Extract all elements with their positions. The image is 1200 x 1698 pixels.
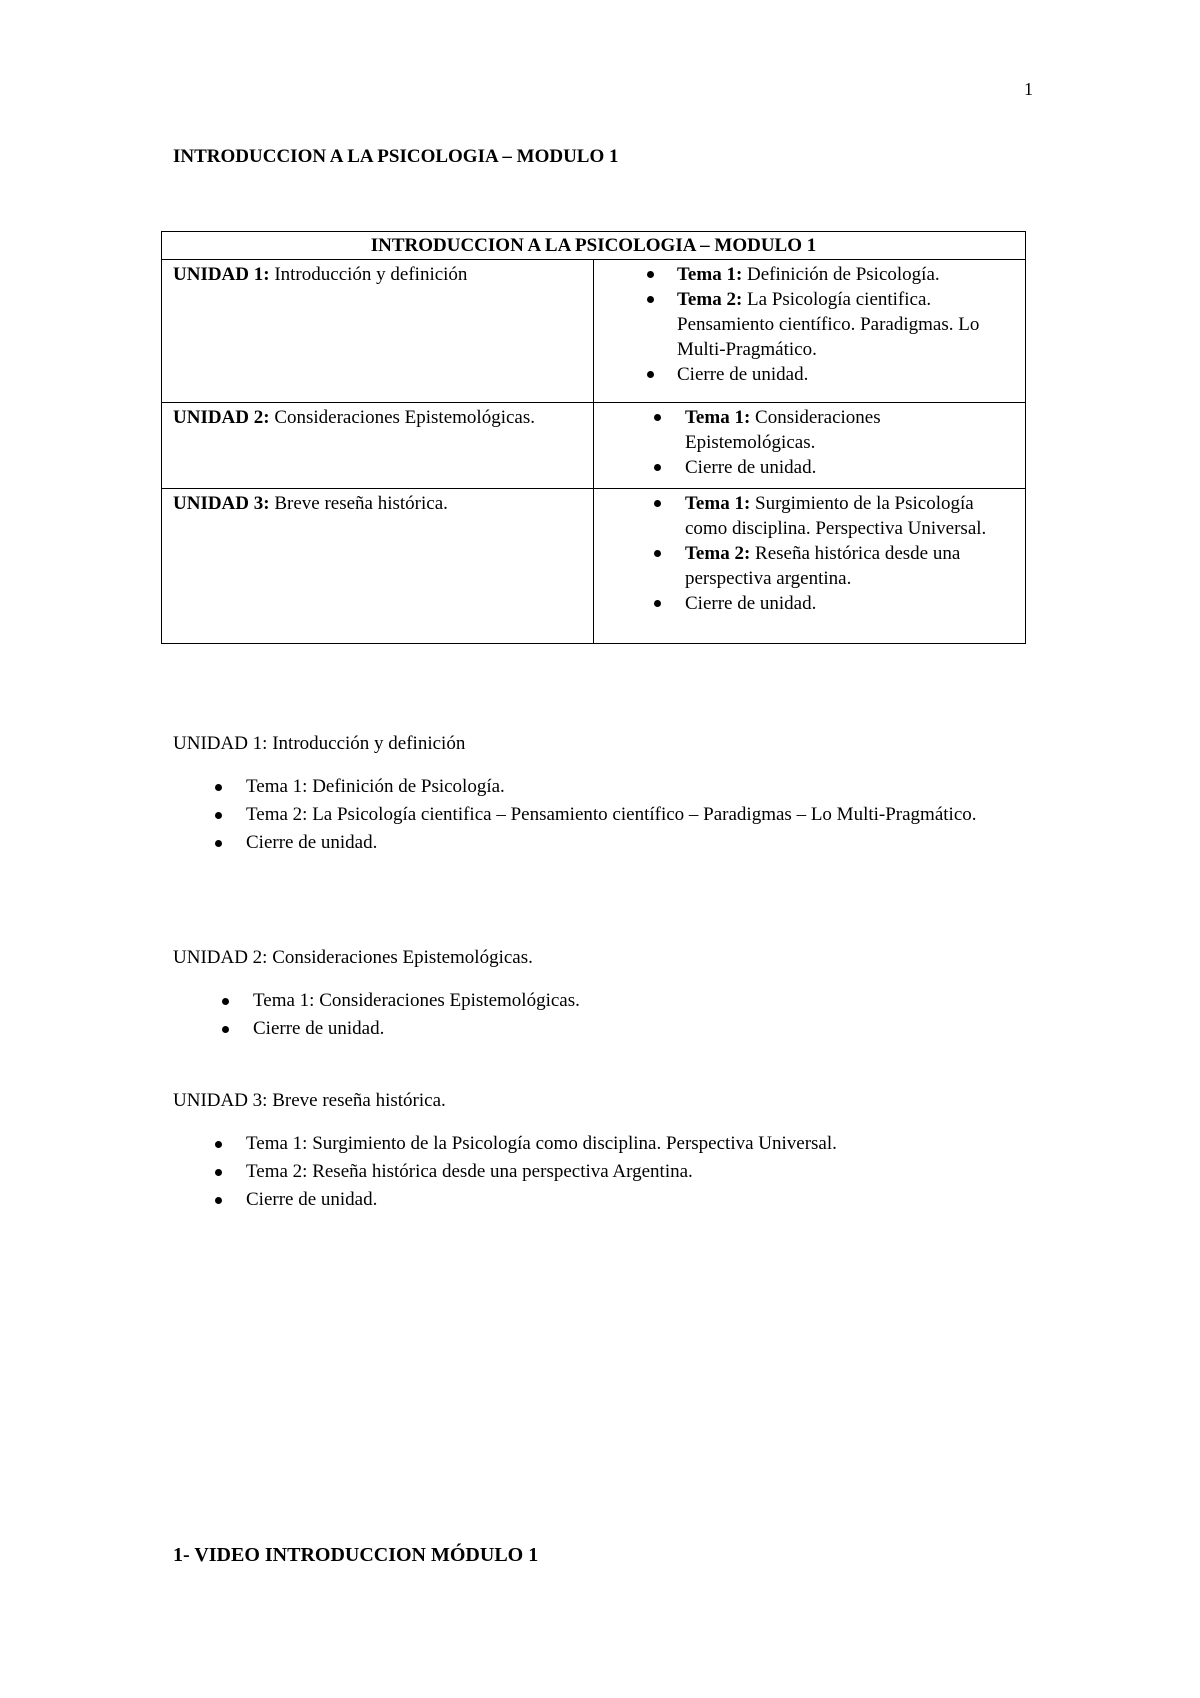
list-item xyxy=(605,541,1014,591)
topic-label: Tema 1: xyxy=(685,407,751,428)
list-item: Cierre de unidad. xyxy=(173,1186,1033,1214)
section-heading: UNIDAD 1: Introducción y definición xyxy=(173,733,466,754)
topic-text: Surgimiento de la Psicología como disciplina. Perspectiva Universal. xyxy=(685,493,987,539)
section-list xyxy=(173,1130,1033,1214)
topic-text: Definición de Psicología. xyxy=(742,264,940,285)
list-item xyxy=(605,591,1014,616)
list-item xyxy=(605,262,1014,287)
unit-2-section xyxy=(173,945,1033,1043)
section-list xyxy=(173,773,1033,857)
list-item xyxy=(605,455,1014,480)
table-row xyxy=(162,403,1026,489)
table-header: INTRODUCCION A LA PSICOLOGIA – MODULO 1 xyxy=(162,232,1026,260)
topics-cell xyxy=(594,260,1026,403)
topic-label: Tema 2: xyxy=(677,289,743,310)
section-heading: UNIDAD 2: Consideraciones Epistemológicas. xyxy=(173,947,533,968)
section-heading: UNIDAD 3: Breve reseña histórica. xyxy=(173,1090,446,1111)
topic-text: Reseña histórica desde una perspectiva argentina. xyxy=(685,543,961,589)
unit-cell xyxy=(162,403,594,489)
video-heading-number: 1- xyxy=(173,1544,195,1566)
topic-label: Tema 2: xyxy=(685,543,751,564)
section-list xyxy=(173,987,1033,1043)
unit-text: Breve reseña histórica. xyxy=(269,493,448,514)
unit-cell xyxy=(162,260,594,403)
list-item: Tema 1: Definición de Psicología. xyxy=(173,773,1033,801)
topics-cell xyxy=(594,403,1026,489)
topic-text: Cierre de unidad. xyxy=(677,364,809,385)
list-item: Tema 1: Consideraciones Epistemológicas. xyxy=(173,987,1033,1015)
unit-text: Introducción y definición xyxy=(269,264,468,285)
list-item: Cierre de unidad. xyxy=(173,1015,1033,1043)
unit-text: Consideraciones Epistemológicas. xyxy=(269,407,535,428)
topic-text: La Psicología cientifica. Pensamiento científico. Paradigmas. Lo Multi-Pragmático. xyxy=(677,289,980,360)
table-row xyxy=(162,489,1026,644)
unit-label: UNIDAD 3: xyxy=(173,493,270,514)
list-item xyxy=(605,362,1014,387)
unit-3-section xyxy=(173,1088,1033,1214)
topics-list xyxy=(605,262,1014,387)
list-item xyxy=(605,405,1014,455)
table-row xyxy=(162,260,1026,403)
topic-label: Tema 1: xyxy=(685,493,751,514)
list-item: Tema 2: La Psicología cientifica – Pensamiento científico – Paradigmas – Lo Multi-Pragmático. xyxy=(173,801,1033,829)
topic-label: Tema 1: xyxy=(677,264,743,285)
unit-label: UNIDAD 1: xyxy=(173,264,270,285)
list-item xyxy=(605,491,1014,541)
document-title: INTRODUCCION A LA PSICOLOGIA – MODULO 1 xyxy=(173,146,619,167)
video-heading-title: VIDEO INTRODUCCION MÓDULO 1 xyxy=(194,1544,539,1566)
unit-cell xyxy=(162,489,594,644)
topic-text: Cierre de unidad. xyxy=(685,593,817,614)
topics-list xyxy=(605,405,1014,480)
unit-label: UNIDAD 2: xyxy=(173,407,270,428)
syllabus-table xyxy=(161,231,1026,644)
topic-text: Cierre de unidad. xyxy=(685,457,817,478)
topics-list xyxy=(605,491,1014,616)
topic-text: Consideraciones Epistemológicas. xyxy=(685,407,881,453)
page-number: 1 xyxy=(1024,79,1033,99)
list-item: Cierre de unidad. xyxy=(173,829,1033,857)
unit-1-section xyxy=(173,731,1033,857)
topics-cell xyxy=(594,489,1026,644)
video-heading xyxy=(173,1543,538,1568)
list-item xyxy=(605,287,1014,362)
list-item: Tema 1: Surgimiento de la Psicología como disciplina. Perspectiva Universal. xyxy=(173,1130,1033,1158)
list-item: Tema 2: Reseña histórica desde una perspectiva Argentina. xyxy=(173,1158,1033,1186)
table-header-row xyxy=(162,232,1026,260)
